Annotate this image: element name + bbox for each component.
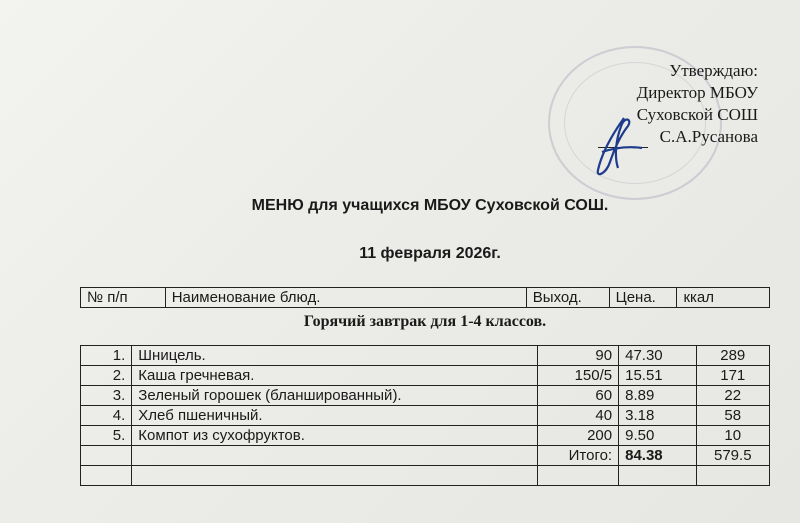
item-num: 5. [81, 426, 132, 446]
section-title: Горячий завтрак для 1-4 классов. [303, 313, 547, 330]
header-price: Цена. [609, 288, 677, 308]
item-name: Хлеб пшеничный. [132, 406, 537, 426]
approval-line-2: Директор МБОУ [636, 83, 758, 102]
empty-row [81, 466, 770, 486]
table-row [81, 346, 770, 366]
table-row [81, 426, 770, 446]
page-title: МЕНЮ для учащихся МБОУ Суховской СОШ. [251, 197, 609, 214]
total-price: 84.38 [619, 446, 696, 466]
item-kcal: 171 [696, 366, 769, 386]
table-row [81, 366, 770, 386]
menu-table [80, 345, 770, 486]
header-num: № п/п [81, 288, 166, 308]
item-kcal: 58 [696, 406, 769, 426]
item-price: 9.50 [619, 426, 696, 446]
item-name: Компот из сухофруктов. [132, 426, 537, 446]
item-num: 2. [81, 366, 132, 386]
total-label: Итого: [537, 446, 618, 466]
item-name: Каша гречневая. [132, 366, 537, 386]
item-yield: 90 [537, 346, 618, 366]
director-name: С.А.Русанова [659, 127, 758, 146]
header-name: Наименование блюд. [165, 288, 526, 308]
item-price: 15.51 [619, 366, 696, 386]
item-price: 47.30 [619, 346, 696, 366]
header-table [80, 287, 770, 308]
approval-line-3: Суховской СОШ [636, 105, 758, 124]
header-yield: Выход. [526, 288, 609, 308]
item-price: 3.18 [619, 406, 696, 426]
item-price: 8.89 [619, 386, 696, 406]
item-yield: 60 [537, 386, 618, 406]
total-kcal: 579.5 [696, 446, 769, 466]
total-row [81, 446, 770, 466]
header-row [81, 288, 770, 308]
item-name: Шницель. [132, 346, 537, 366]
item-num: 1. [81, 346, 132, 366]
item-num: 4. [81, 406, 132, 426]
table-row [81, 406, 770, 426]
item-yield: 40 [537, 406, 618, 426]
item-kcal: 22 [696, 386, 769, 406]
menu-date: 11 февраля 2026г. [359, 245, 501, 262]
item-kcal: 10 [696, 426, 769, 446]
table-row [81, 386, 770, 406]
approval-line-1: Утверждаю: [669, 61, 758, 80]
item-name: Зеленый горошек (бланшированный). [132, 386, 537, 406]
item-num: 3. [81, 386, 132, 406]
header-kcal: ккал [677, 288, 770, 308]
signature-icon [584, 112, 654, 182]
item-yield: 200 [537, 426, 618, 446]
item-kcal: 289 [696, 346, 769, 366]
item-yield: 150/5 [537, 366, 618, 386]
